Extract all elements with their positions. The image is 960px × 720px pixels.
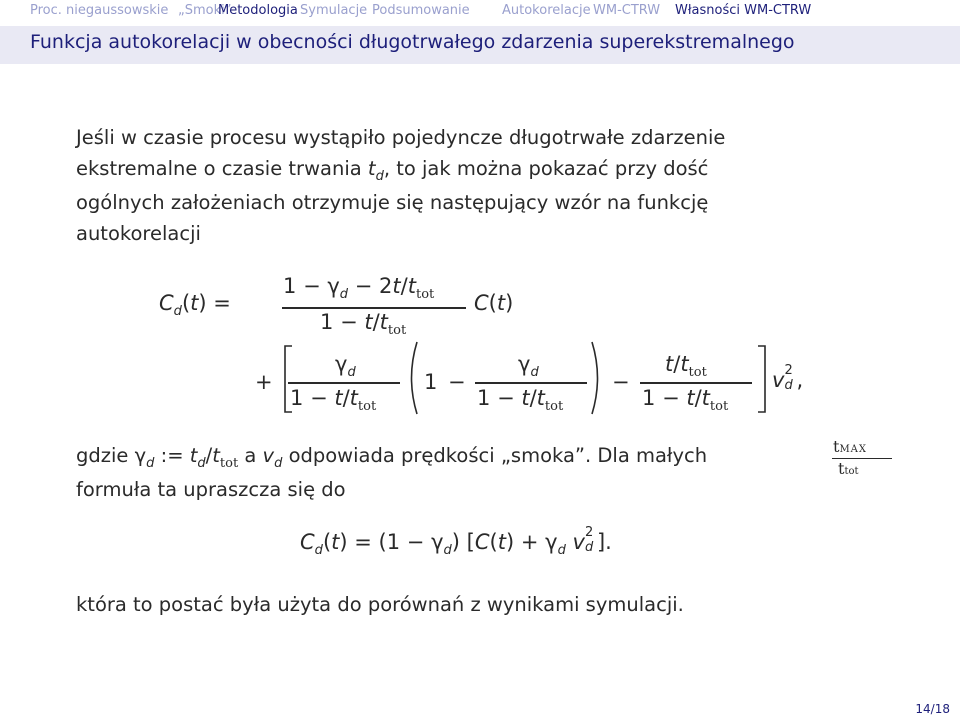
middle-line-1: gdzie $\gamma_d$ := $t_d/t_{tot}$ a $v_d$ odpowiada prędkości „smoka”. Dla małych xyxy=(76,444,708,471)
fraction1-numerator: $1 - \gamma_d - 2t/t_{tot}$ xyxy=(283,274,435,302)
equation-lhs: $C_d(t)$ = xyxy=(159,291,231,319)
paren-minus: − xyxy=(448,370,466,394)
nav-item-metodologia[interactable]: Metodologia xyxy=(218,3,298,18)
fraction3-denominator: $1 - t/t_{tot}$ xyxy=(477,386,564,414)
title-bar xyxy=(0,26,960,64)
correlation-term: C(t) xyxy=(474,291,514,315)
nav-item-proc-niegaussowskie[interactable]: Proc. niegaussowskie xyxy=(30,3,169,18)
navigation-bar xyxy=(0,0,960,24)
nav-item-wlasnosci-wm-ctrw[interactable]: Własności WM-CTRW xyxy=(675,3,812,18)
nav-item-autokorelacje[interactable]: Autokorelacje xyxy=(502,3,591,18)
fraction2-bar xyxy=(288,382,400,384)
plus-sign: + xyxy=(255,370,273,394)
intro-paragraph xyxy=(76,122,725,249)
left-paren xyxy=(404,340,420,416)
bracket-minus: − xyxy=(612,370,630,394)
fraction4-numerator: $t/t_{tot}$ xyxy=(665,352,707,380)
nav-item-smoki[interactable]: „Smoki” xyxy=(178,3,232,18)
simplified-equation: $C_d(t) = (1 - \gamma_d) [C(t) + \gamma_d$ v 2 d ]. xyxy=(300,525,612,558)
slide-title: Funkcja autokorelacji w obecności długotrwałego zdarzenia superekstremalnego xyxy=(30,31,795,53)
closing-paragraph: która to postać była użyta do porównań z wynikami symulacji. xyxy=(76,593,684,616)
paren-one: 1 xyxy=(424,370,438,394)
nav-item-wm-ctrw[interactable]: WM-CTRW xyxy=(593,3,661,18)
fraction2-denominator: $1 - t/t_{tot}$ xyxy=(290,386,377,414)
page-number: 14/18 xyxy=(915,702,950,716)
intro-line-4: autokorelacji xyxy=(76,222,201,245)
middle-line-2: formuła ta upraszcza się do xyxy=(76,478,346,501)
fraction3-bar xyxy=(475,382,587,384)
footer xyxy=(0,694,960,720)
fraction4-bar xyxy=(640,382,752,384)
intro-line-1: Jeśli w czasie procesu wystąpiło pojedyncze długotrwałe zdarzenie xyxy=(76,126,726,149)
intro-line-3: ogólnych założeniach otrzymuje się następujący wzór na funkcję xyxy=(76,191,709,214)
fraction1-denominator: $1 - t/t_{tot}$ xyxy=(320,310,407,338)
fraction1-bar xyxy=(282,307,466,309)
nav-item-podsumowanie[interactable]: Podsumowanie xyxy=(372,3,470,18)
nav-item-symulacje[interactable]: Symulacje xyxy=(300,3,368,18)
intro-line-2: ekstremalne o czasie trwania $t_d$, to jak można pokazać przy dość xyxy=(76,157,709,184)
fraction3-numerator: $\gamma_d$ xyxy=(518,352,539,380)
margin-note-numerator: tMAX xyxy=(833,437,868,456)
right-bracket xyxy=(756,344,768,414)
margin-note-denominator: ttot xyxy=(838,459,859,478)
right-paren xyxy=(589,340,605,416)
fraction2-numerator: $\gamma_d$ xyxy=(335,352,356,380)
fraction4-denominator: $1 - t/t_{tot}$ xyxy=(642,386,729,414)
middle-paragraph xyxy=(76,440,707,505)
velocity-term: v 2 d , xyxy=(772,363,804,393)
